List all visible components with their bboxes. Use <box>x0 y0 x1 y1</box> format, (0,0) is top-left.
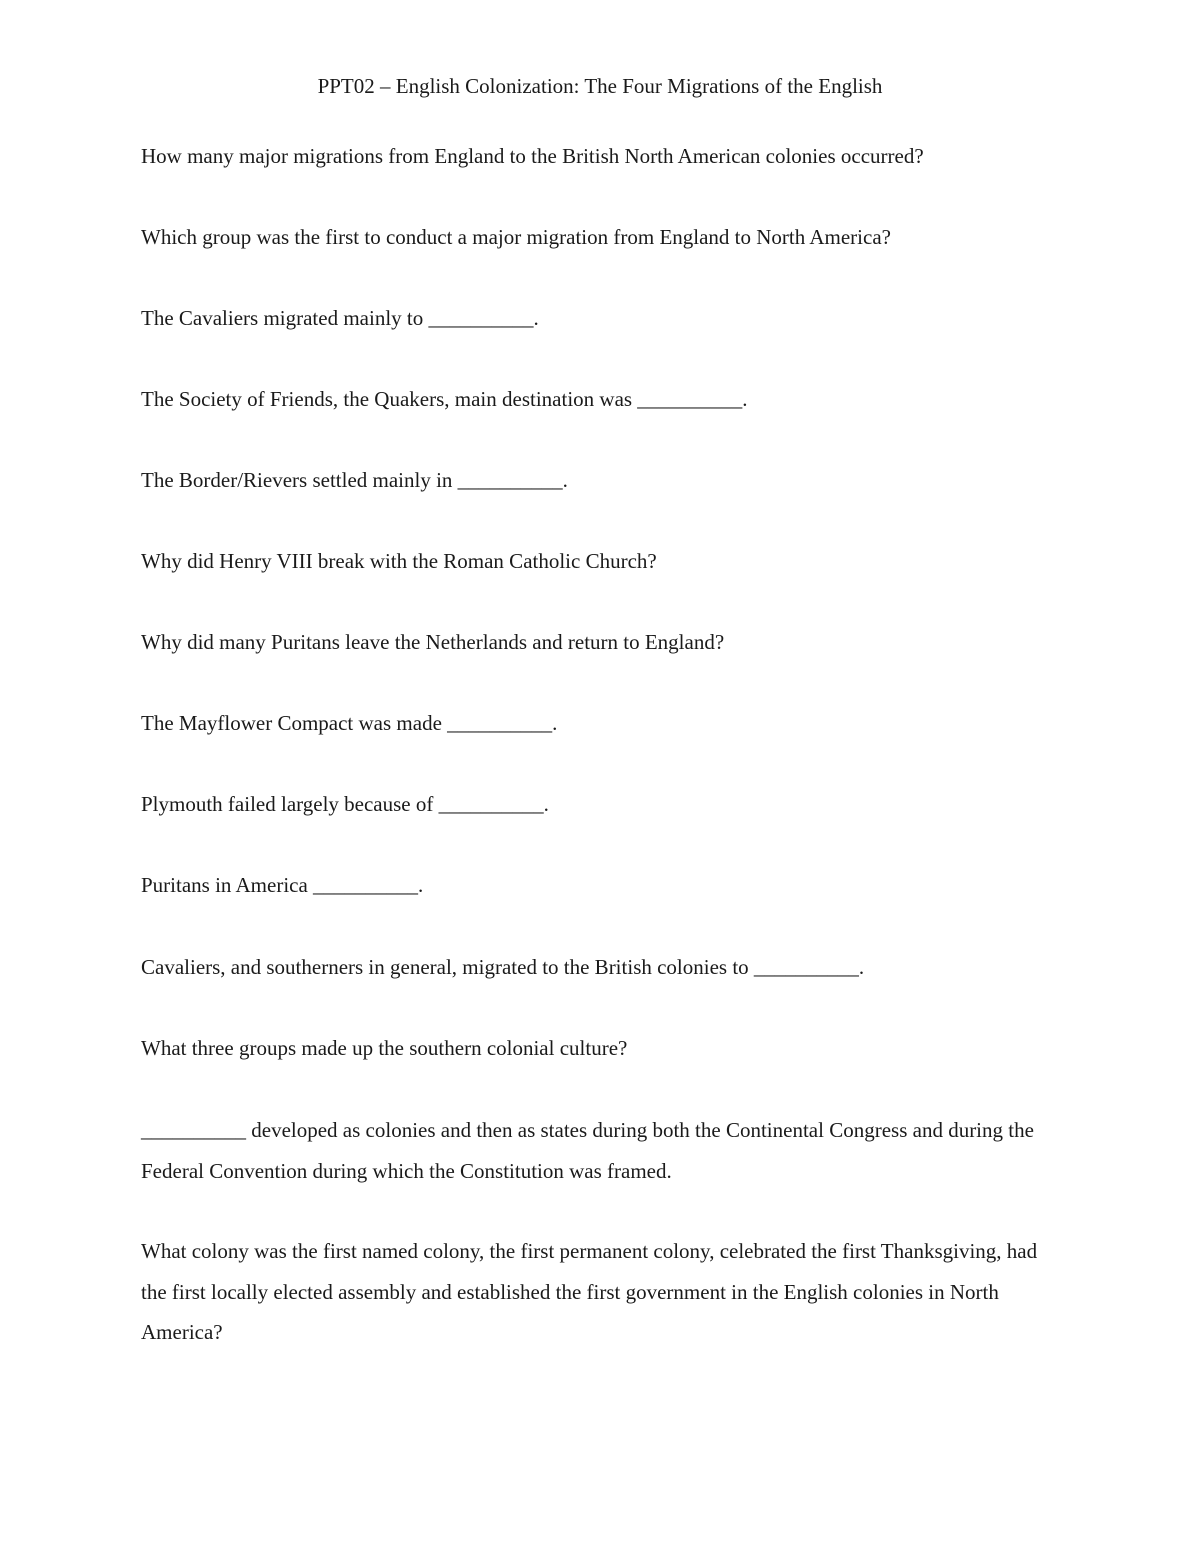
question-2: Which group was the first to conduct a major migration from England to North America? <box>141 225 891 249</box>
question-5: The Border/Rievers settled mainly in __________. <box>141 468 568 492</box>
question-3: The Cavaliers migrated mainly to __________. <box>141 306 539 330</box>
question-7: Why did many Puritans leave the Netherlands and return to England? <box>141 630 725 654</box>
question-9: Plymouth failed largely because of __________. <box>141 792 549 816</box>
question-6: Why did Henry VIII break with the Roman Catholic Church? <box>141 549 657 573</box>
question-8: The Mayflower Compact was made __________. <box>141 711 558 735</box>
question-4: The Society of Friends, the Quakers, main destination was __________. <box>141 387 748 411</box>
question-14: What colony was the first named colony, the first permanent colony, celebrated the first Thanksgiving, had the first locally elected assembly and established the first government in the English colonies in North America? <box>141 1239 1038 1344</box>
question-10: Puritans in America __________. <box>141 873 424 897</box>
question-11: Cavaliers, and southerners in general, migrated to the British colonies to __________. <box>141 955 865 979</box>
question-13: __________ developed as colonies and then as states during both the Continental Congress and during the Federal Convention during which the Constitution was framed. <box>141 1118 1034 1183</box>
question-12: What three groups made up the southern colonial culture? <box>141 1036 628 1060</box>
question-1: How many major migrations from England to the British North American colonies occurred? <box>141 144 924 168</box>
page-title: PPT02 – English Colonization: The Four Migrations of the English <box>317 74 883 98</box>
